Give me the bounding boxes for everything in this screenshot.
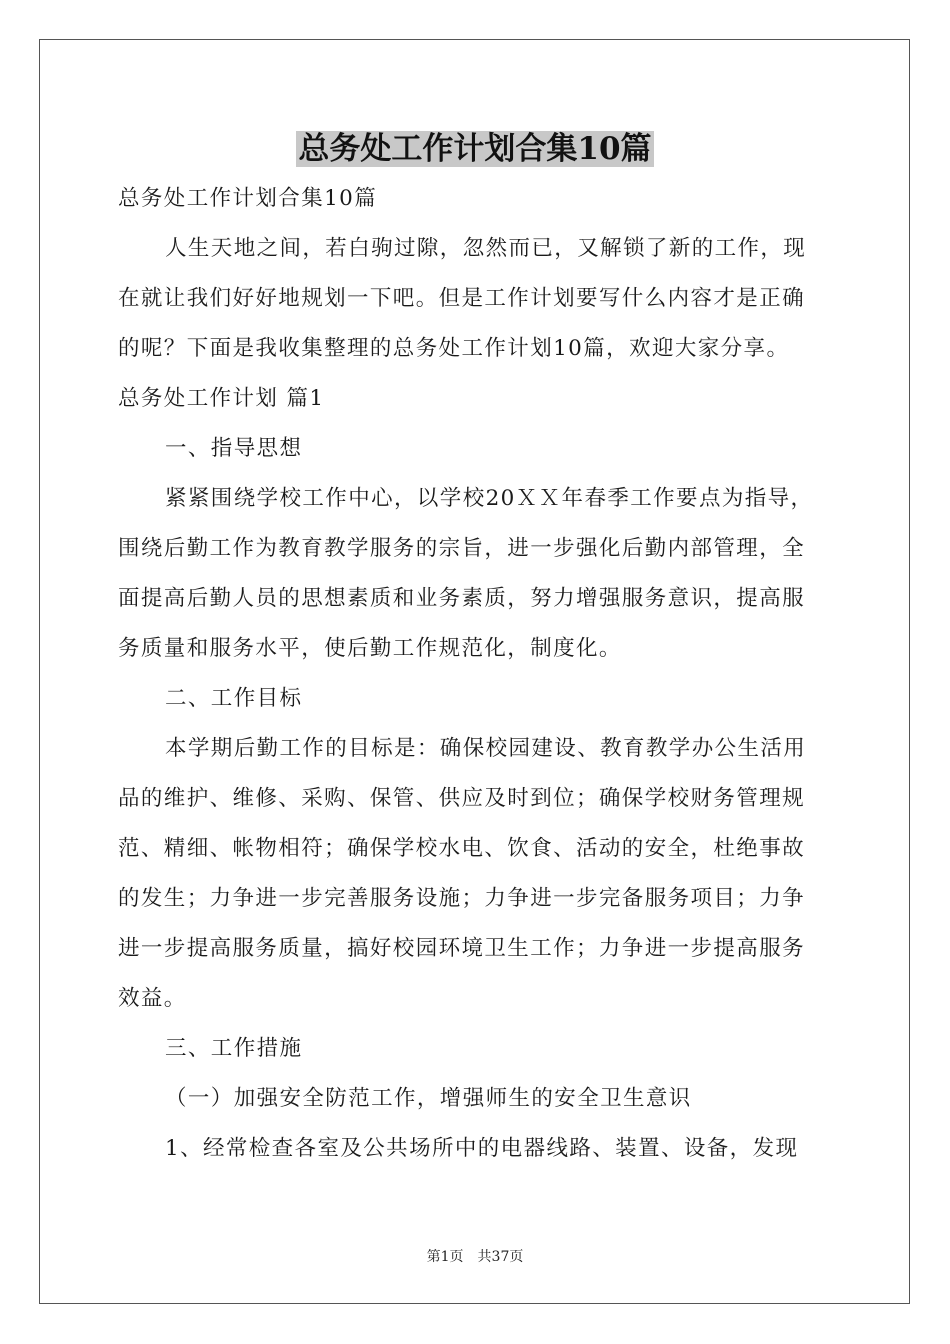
- paragraph-line: 的发生；力争进一步完善服务设施；力争进一步完备服务项目；力争: [118, 886, 806, 911]
- paragraph-line: 在就让我们好好地规划一下吧。但是工作计划要写什么内容才是正确: [118, 286, 806, 311]
- subheading: 三、工作措施: [165, 1036, 303, 1061]
- paragraph-line: 务质量和服务水平，使后勤工作规范化，制度化。: [118, 636, 622, 661]
- paragraph-line: 品的维护、维修、采购、保管、供应及时到位；确保学校财务管理规: [118, 786, 806, 811]
- subheading: 一、指导思想: [165, 436, 303, 461]
- paragraph-line: 效益。: [118, 986, 187, 1011]
- paragraph-line: 围绕后勤工作为教育教学服务的宗旨，进一步强化后勤内部管理，全: [118, 536, 806, 561]
- paragraph-line: 范、精细、帐物相符；确保学校水电、饮食、活动的安全，杜绝事故: [118, 836, 806, 861]
- section-heading: 总务处工作计划 篇1: [118, 386, 325, 411]
- page-number: 第1页 共37页: [426, 1249, 524, 1265]
- subheading: 二、工作目标: [165, 686, 303, 711]
- paragraph-line: 紧紧围绕学校工作中心，以学校20ＸＸ年春季工作要点为指导，: [165, 486, 814, 511]
- paragraph-line: 面提高后勤人员的思想素质和业务素质，努力增强服务意识，提高服: [118, 586, 806, 611]
- subheading: （一）加强安全防范工作，增强师生的安全卫生意识: [165, 1086, 692, 1111]
- page-border: [39, 39, 910, 1304]
- paragraph-line: 人生天地之间，若白驹过隙，忽然而已，又解锁了新的工作，现: [165, 236, 807, 261]
- subtitle-line: 总务处工作计划合集10篇: [118, 186, 378, 211]
- paragraph-line: 的呢？下面是我收集整理的总务处工作计划10篇，欢迎大家分享。: [118, 336, 790, 361]
- paragraph-line: 本学期后勤工作的目标是：确保校园建设、教育教学办公生活用: [165, 736, 807, 761]
- paragraph-line: 进一步提高服务质量，搞好校园环境卫生工作；力争进一步提高服务: [118, 936, 806, 961]
- paragraph-line: 1、经常检查各室及公共场所中的电器线路、装置、设备，发现: [165, 1136, 799, 1161]
- document-title: 总务处工作计划合集10篇: [298, 131, 652, 167]
